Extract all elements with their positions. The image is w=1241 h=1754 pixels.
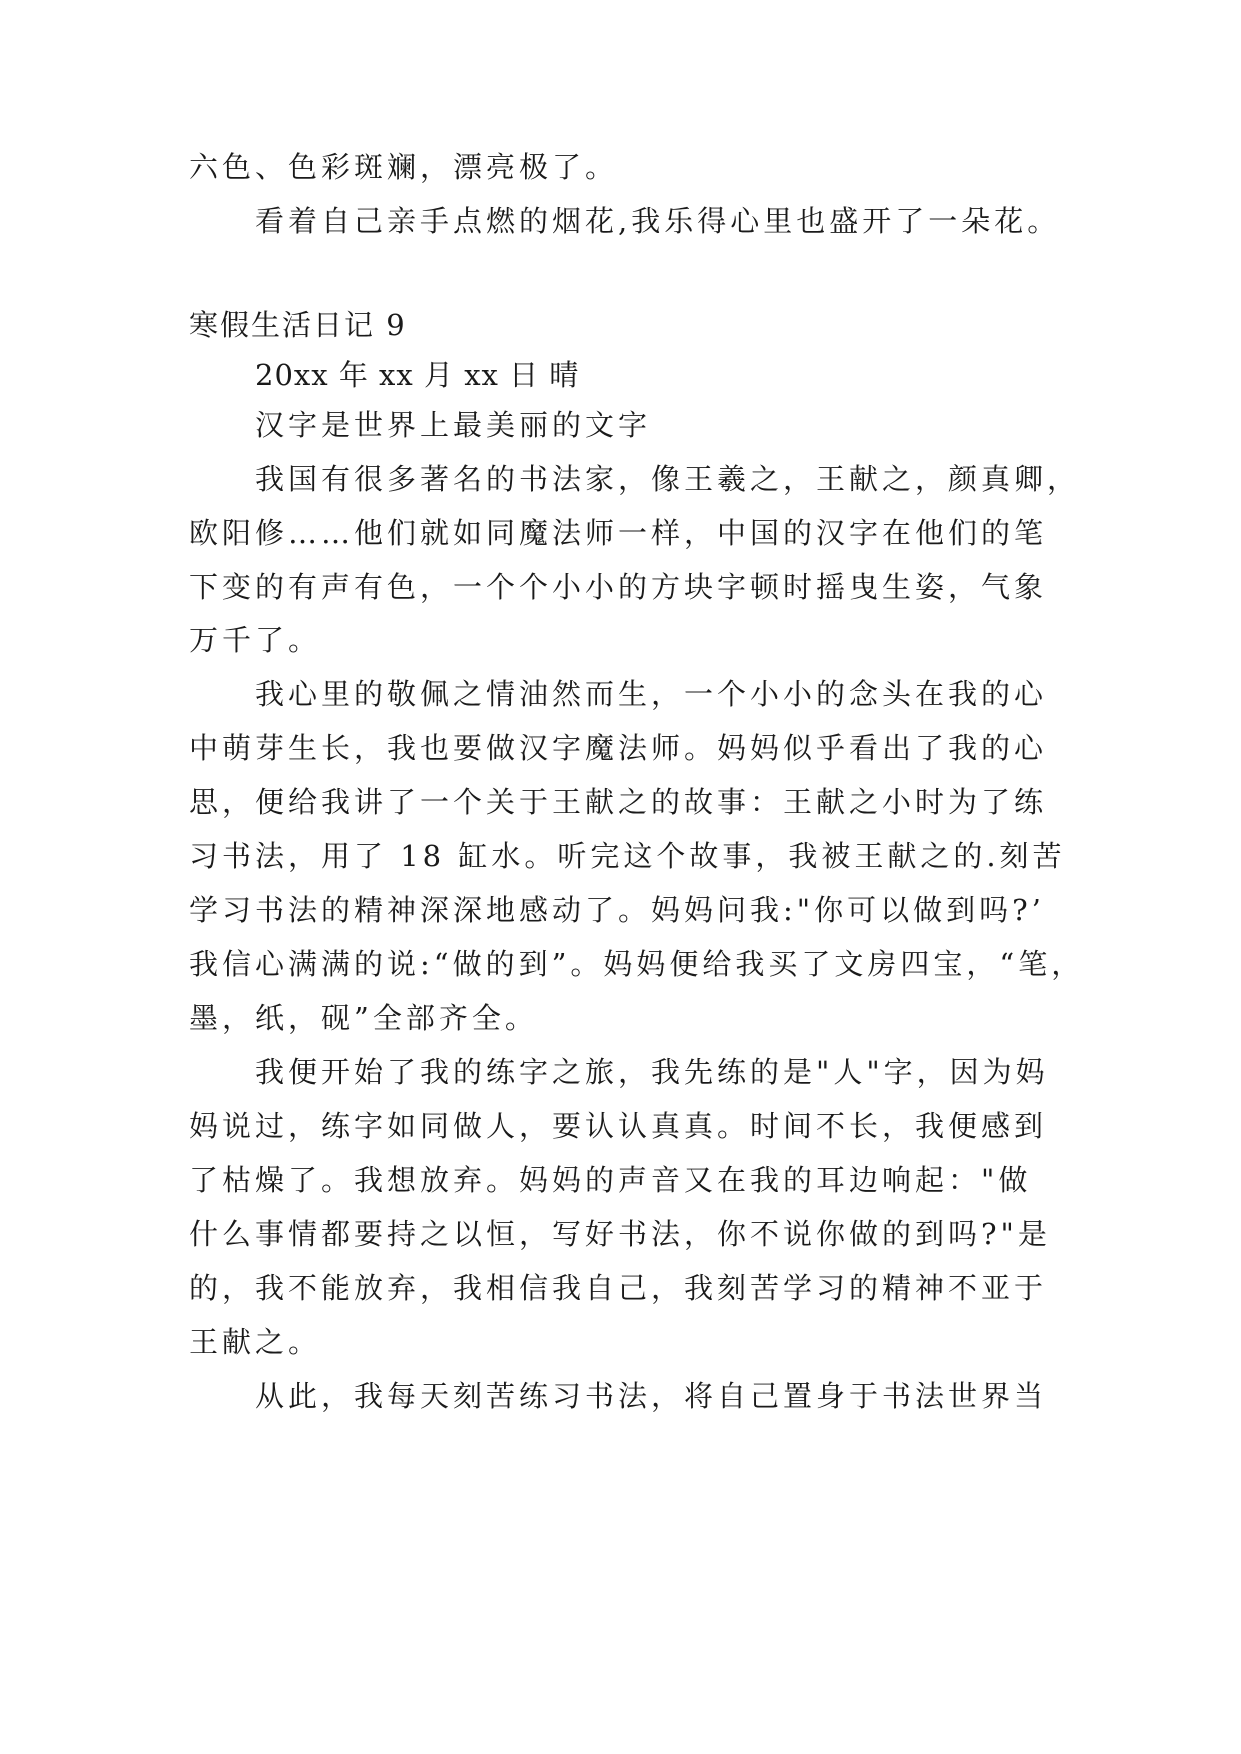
paragraph-line: 我便开始了我的练字之旅，我先练的是"人"字，因为妈 bbox=[255, 1055, 1049, 1089]
paragraph-line: 我信心满满的说:“做的到”。妈妈便给我买了文房四宝，“笔， bbox=[189, 947, 1085, 981]
paragraph-line: 我心里的敬佩之情油然而生，一个小小的念头在我的心 bbox=[255, 677, 1048, 711]
paragraph-line: 欧阳修……他们就如同魔法师一样，中国的汉字在他们的笔 bbox=[189, 516, 1048, 550]
paragraph-line: 从此，我每天刻苦练习书法，将自己置身于书法世界当 bbox=[255, 1379, 1048, 1413]
section-title: 寒假生活日记 9 bbox=[189, 308, 407, 342]
paragraph-line: 王献之。 bbox=[189, 1325, 322, 1359]
paragraph-line: 万千了。 bbox=[189, 623, 322, 657]
diary-date-line: 20xx 年 xx 月 xx 日 晴 bbox=[255, 358, 580, 392]
paragraph-line: 墨，纸，砚”全部齐全。 bbox=[189, 1001, 538, 1035]
paragraph-line: 妈说过，练字如同做人，要认认真真。时间不长，我便感到 bbox=[189, 1109, 1048, 1143]
paragraph-line: 下变的有声有色，一个个小小的方块字顿时摇曳生姿，气象 bbox=[189, 570, 1048, 604]
paragraph-line: 六色、色彩斑斓，漂亮极了。 bbox=[189, 150, 619, 184]
paragraph-line: 什么事情都要持之以恒，写好书法，你不说你做的到吗?"是 bbox=[189, 1217, 1051, 1251]
paragraph-line: 了枯燥了。我想放弃。妈妈的声音又在我的耳边响起："做 bbox=[189, 1163, 1032, 1197]
paragraph-line: 思，便给我讲了一个关于王献之的故事：王献之小时为了练 bbox=[189, 785, 1048, 819]
paragraph-line: 的，我不能放弃，我相信我自己，我刻苦学习的精神不亚于 bbox=[189, 1271, 1048, 1305]
paragraph-line: 中萌芽生长，我也要做汉字魔法师。妈妈似乎看出了我的心 bbox=[189, 731, 1048, 765]
paragraph-line: 学习书法的精神深深地感动了。妈妈问我:"你可以做到吗?’ bbox=[189, 893, 1045, 927]
paragraph-line: 看着自己亲手点燃的烟花,我乐得心里也盛开了一朵花。 bbox=[255, 204, 1061, 238]
diary-subtitle: 汉字是世界上最美丽的文字 bbox=[255, 408, 652, 442]
paragraph-line: 习书法，用了 18 缸水。听完这个故事，我被王献之的.刻苦 bbox=[189, 839, 1066, 873]
paragraph-line: 我国有很多著名的书法家，像王羲之，王献之，颜真卿， bbox=[255, 462, 1081, 496]
